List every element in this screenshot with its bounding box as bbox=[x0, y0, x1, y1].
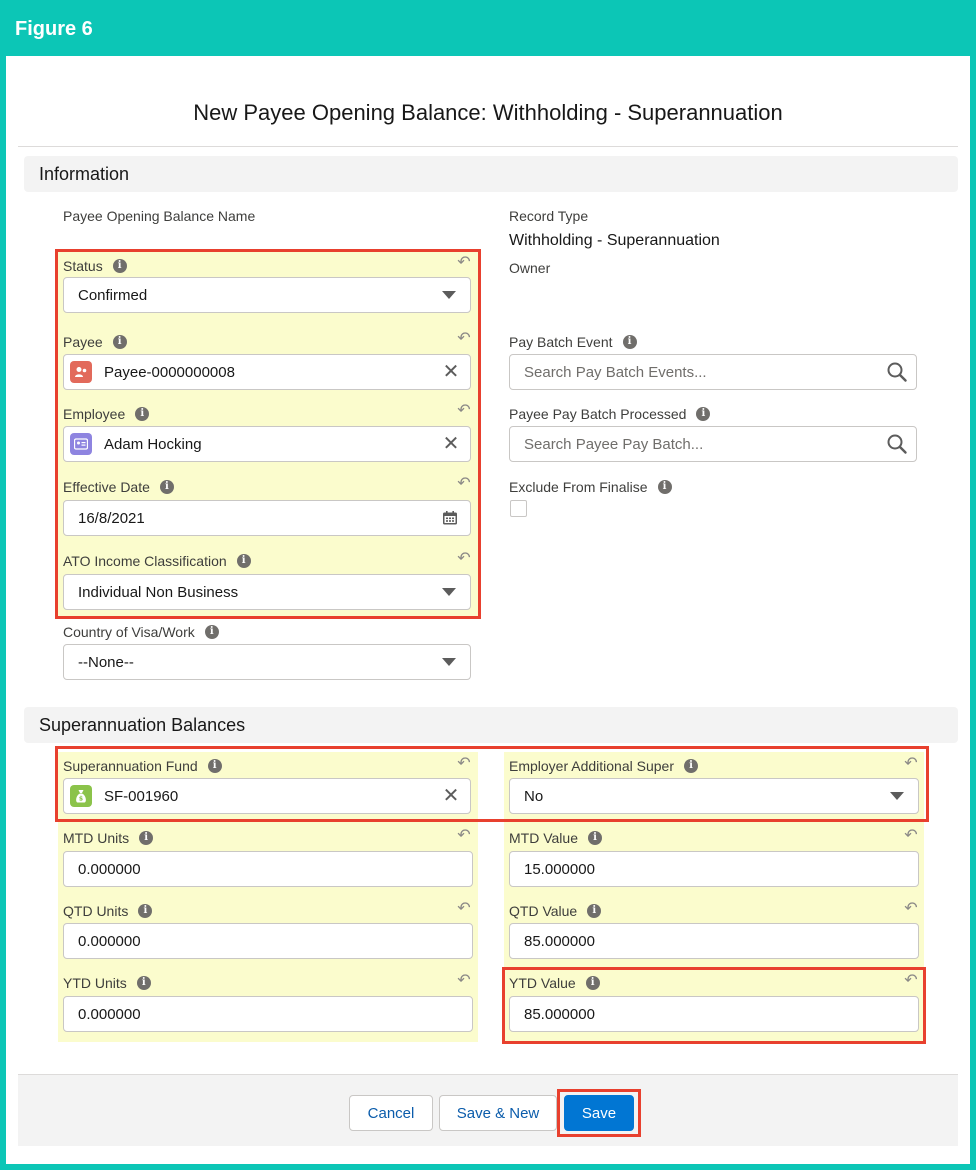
undo-icon[interactable]: ↶ bbox=[457, 827, 471, 844]
superannuation-fund-value: SF-001960 bbox=[104, 787, 179, 805]
ytd-units-input[interactable] bbox=[63, 996, 473, 1032]
undo-icon[interactable]: ↶ bbox=[904, 755, 918, 772]
payee-value: Payee-0000000008 bbox=[104, 363, 235, 381]
info-icon[interactable]: i bbox=[587, 904, 601, 918]
close-icon[interactable]: ✕ bbox=[442, 361, 460, 383]
undo-icon[interactable]: ↶ bbox=[904, 900, 918, 917]
close-icon[interactable]: ✕ bbox=[442, 785, 460, 807]
employer-additional-super-label: Employer Additional Super i bbox=[509, 758, 698, 774]
exclude-from-finalise-label: Exclude From Finalise i bbox=[509, 479, 672, 495]
status-value: Confirmed bbox=[78, 286, 148, 304]
pay-batch-event-label: Pay Batch Event i bbox=[509, 334, 637, 350]
info-icon[interactable]: i bbox=[135, 407, 149, 421]
country-label: Country of Visa/Work i bbox=[63, 624, 219, 640]
qtd-value-input[interactable] bbox=[509, 923, 919, 959]
info-icon[interactable]: i bbox=[696, 407, 710, 421]
payee-pay-batch-search[interactable] bbox=[509, 426, 917, 462]
figure-header bbox=[6, 6, 970, 56]
figure-label: Figure 6 bbox=[15, 18, 93, 40]
undo-icon[interactable]: ↶ bbox=[457, 900, 471, 917]
section-title-superannuation-balances: Superannuation Balances bbox=[39, 715, 246, 735]
employer-additional-super-value: No bbox=[524, 787, 544, 805]
title-divider bbox=[18, 146, 958, 147]
search-icon[interactable] bbox=[886, 361, 908, 383]
payee-icon bbox=[70, 361, 92, 383]
undo-icon[interactable]: ↶ bbox=[904, 827, 918, 844]
qtd-units-label: QTD Units i bbox=[63, 903, 152, 919]
employee-value: Adam Hocking bbox=[104, 435, 202, 453]
payee-pay-batch-placeholder: Search Payee Pay Batch... bbox=[524, 435, 704, 453]
ato-income-classification-select[interactable] bbox=[63, 574, 471, 610]
owner-label: Owner bbox=[509, 260, 551, 276]
exclude-from-finalise-checkbox[interactable] bbox=[510, 500, 527, 517]
info-icon[interactable]: i bbox=[684, 759, 698, 773]
info-icon[interactable]: i bbox=[205, 625, 219, 639]
modal-footer bbox=[18, 1074, 958, 1146]
money-bag-icon bbox=[70, 785, 92, 807]
info-icon[interactable]: i bbox=[208, 759, 222, 773]
ytd-value-value: 85.000000 bbox=[524, 1005, 595, 1023]
undo-icon[interactable]: ↶ bbox=[457, 254, 471, 271]
section-title-information: Information bbox=[39, 164, 130, 184]
employer-additional-super-select[interactable] bbox=[509, 778, 919, 814]
calendar-icon[interactable] bbox=[442, 510, 458, 526]
svg-text:$: $ bbox=[78, 795, 84, 803]
payee-opening-balance-name-label: Payee Opening Balance Name bbox=[63, 208, 256, 224]
country-select[interactable] bbox=[63, 644, 471, 680]
country-value: --None-- bbox=[78, 653, 134, 671]
undo-icon[interactable]: ↶ bbox=[457, 402, 471, 419]
modal-title: New Payee Opening Balance: Withholding - Superannuation bbox=[193, 100, 783, 125]
record-type-label: Record Type bbox=[509, 208, 589, 224]
undo-icon[interactable]: ↶ bbox=[904, 972, 918, 989]
qtd-value-value: 85.000000 bbox=[524, 932, 595, 950]
record-type-value: Withholding - Superannuation bbox=[509, 232, 720, 249]
qtd-units-value: 0.000000 bbox=[78, 932, 141, 950]
undo-icon[interactable]: ↶ bbox=[457, 972, 471, 989]
pay-batch-event-placeholder: Search Pay Batch Events... bbox=[524, 363, 707, 381]
superannuation-fund-lookup[interactable] bbox=[63, 778, 471, 814]
effective-date-value: 16/8/2021 bbox=[78, 509, 145, 527]
section-information[interactable] bbox=[24, 156, 958, 192]
ytd-units-label: YTD Units i bbox=[63, 975, 151, 991]
info-icon[interactable]: i bbox=[137, 976, 151, 990]
mtd-units-label: MTD Units i bbox=[63, 830, 153, 846]
effective-date-input[interactable] bbox=[63, 500, 471, 536]
info-icon[interactable]: i bbox=[113, 335, 127, 349]
payee-lookup[interactable] bbox=[63, 354, 471, 390]
info-icon[interactable]: i bbox=[586, 976, 600, 990]
section-superannuation-balances[interactable] bbox=[24, 707, 958, 743]
search-icon[interactable] bbox=[886, 433, 908, 455]
contact-card-icon bbox=[70, 433, 92, 455]
employee-lookup[interactable] bbox=[63, 426, 471, 462]
undo-icon[interactable]: ↶ bbox=[457, 550, 471, 567]
info-icon[interactable]: i bbox=[139, 831, 153, 845]
ato-income-classification-label: ATO Income Classification i bbox=[63, 553, 251, 569]
chevron-down-icon bbox=[442, 588, 456, 596]
mtd-units-value: 0.000000 bbox=[78, 860, 141, 878]
mtd-value-label: MTD Value i bbox=[509, 830, 602, 846]
mtd-value-input[interactable] bbox=[509, 851, 919, 887]
info-icon[interactable]: i bbox=[138, 904, 152, 918]
info-icon[interactable]: i bbox=[588, 831, 602, 845]
status-select[interactable] bbox=[63, 277, 471, 313]
qtd-units-input[interactable] bbox=[63, 923, 473, 959]
payee-label: Payee i bbox=[63, 334, 127, 350]
status-label: Status i bbox=[63, 258, 127, 274]
mtd-units-input[interactable] bbox=[63, 851, 473, 887]
qtd-value-label: QTD Value i bbox=[509, 903, 601, 919]
superannuation-fund-label: Superannuation Fund i bbox=[63, 758, 222, 774]
payee-pay-batch-processed-label: Payee Pay Batch Processed i bbox=[509, 406, 710, 422]
ytd-value-label: YTD Value i bbox=[509, 975, 600, 991]
info-icon[interactable]: i bbox=[160, 480, 174, 494]
pay-batch-event-search[interactable] bbox=[509, 354, 917, 390]
info-icon[interactable]: i bbox=[658, 480, 672, 494]
undo-icon[interactable]: ↶ bbox=[457, 755, 471, 772]
undo-icon[interactable]: ↶ bbox=[457, 475, 471, 492]
ytd-units-value: 0.000000 bbox=[78, 1005, 141, 1023]
mtd-value-value: 15.000000 bbox=[524, 860, 595, 878]
employee-label: Employee i bbox=[63, 406, 149, 422]
save-and-new-button[interactable]: Save & New bbox=[439, 1095, 557, 1131]
info-icon[interactable]: i bbox=[113, 259, 127, 273]
close-icon[interactable]: ✕ bbox=[442, 433, 460, 455]
cancel-button[interactable]: Cancel bbox=[349, 1095, 433, 1131]
effective-date-label: Effective Date i bbox=[63, 479, 174, 495]
ato-income-classification-value: Individual Non Business bbox=[78, 583, 239, 601]
undo-icon[interactable]: ↶ bbox=[457, 330, 471, 347]
info-icon[interactable]: i bbox=[237, 554, 251, 568]
info-icon[interactable]: i bbox=[623, 335, 637, 349]
ytd-value-input[interactable] bbox=[509, 996, 919, 1032]
save-button[interactable]: Save bbox=[564, 1095, 634, 1131]
chevron-down-icon bbox=[442, 291, 456, 299]
chevron-down-icon bbox=[890, 792, 904, 800]
chevron-down-icon bbox=[442, 658, 456, 666]
